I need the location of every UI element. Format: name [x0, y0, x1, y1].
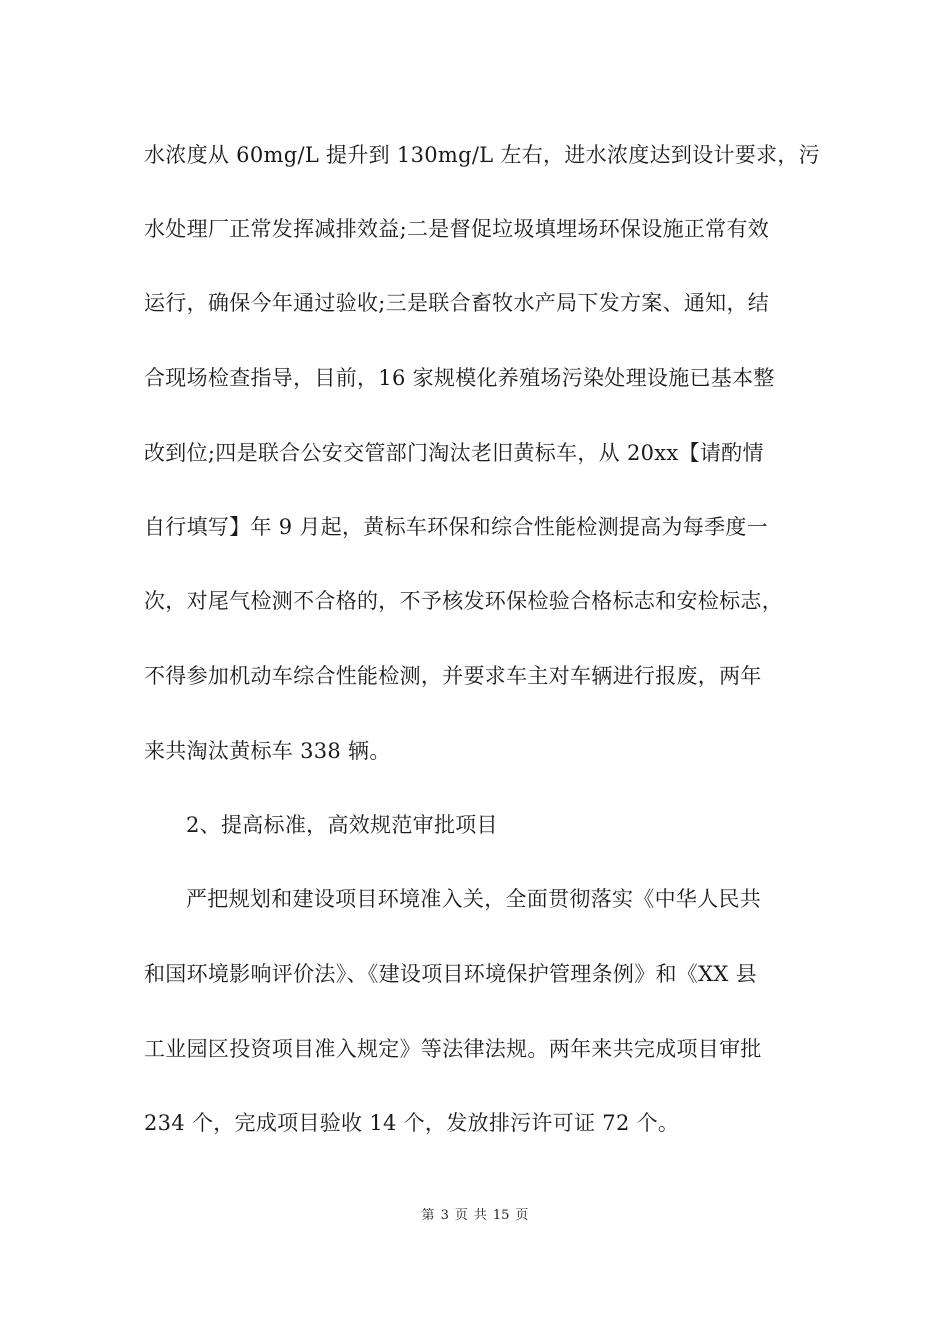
body-line-1: 水浓度从 60mg/L 提升到 130mg/L 左右，进水浓度达到设计要求，污	[144, 143, 820, 167]
page-number-footer	[0, 1207, 950, 1225]
body-line-12: 和国环境影响评价法》、《建设项目环境保护管理条例》和《XX 县	[144, 962, 757, 986]
body-line-3: 运行，确保今年通过验收;三是联合畜牧水产局下发方案、通知，结	[144, 291, 770, 315]
footer-suffix: 页	[515, 1208, 529, 1223]
body-line-6: 自行填写】年 9 月起，黄标车环保和综合性能检测提高为每季度一	[144, 515, 769, 539]
body-line-2: 水处理厂正常发挥减排效益;二是督促垃圾填埋场环保设施正常有效	[144, 217, 770, 241]
footer-total-pages: 15	[492, 1208, 510, 1223]
body-line-13: 工业园区投资项目准入规定》等法律法规。两年来共完成项目审批	[144, 1037, 762, 1061]
footer-page-word: 页	[454, 1208, 468, 1223]
footer-prefix: 第	[421, 1208, 435, 1223]
body-line-7: 次，对尾气检测不合格的，不予核发环保检验合格标志和安检标志，	[144, 589, 783, 613]
footer-total-word: 共	[473, 1208, 487, 1223]
body-line-5: 改到位;四是联合公安交管部门淘汰老旧黄标车，从 20xx【请酌情	[144, 441, 764, 465]
body-line-4: 合现场检查指导，目前，16 家规模化养殖场污染处理设施已基本整	[144, 366, 775, 390]
body-line-14: 234 个，完成项目验收 14 个，发放排污许可证 72 个。	[144, 1111, 680, 1135]
body-line-11: 严把规划和建设项目环境准入关，全面贯彻落实《中华人民共	[186, 887, 762, 911]
footer-current-page: 3	[440, 1208, 449, 1223]
body-line-8: 不得参加机动车综合性能检测，并要求车主对车辆进行报废，两年	[144, 664, 762, 688]
body-line-9: 来共淘汰黄标车 338 辆。	[144, 739, 391, 763]
section-heading: 2、提高标准，高效规范审批项目	[186, 813, 498, 837]
